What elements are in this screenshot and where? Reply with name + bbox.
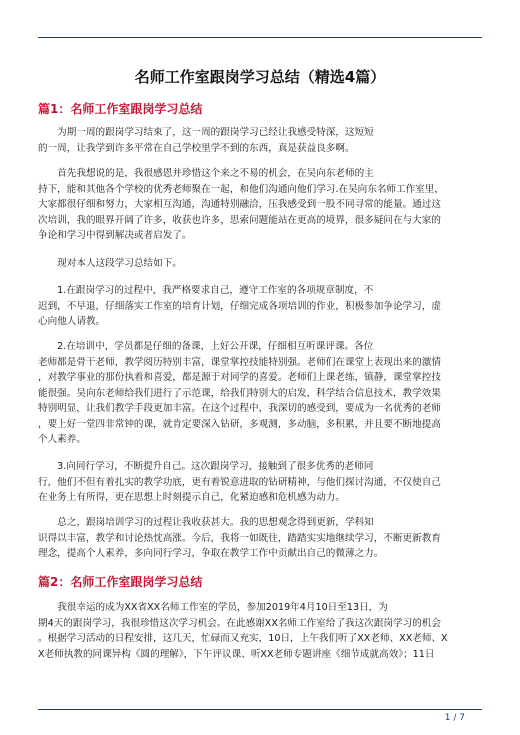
text-line: 次培训，我的眼界开阔了许多，收获也许多，思索问题能站在更高的境界，很多疑问在与大家的 [38,214,441,226]
footer-rule [38,709,482,710]
text-line: 迟到，不早退，仔细落实工作室的培育计划，仔细完成各项培训的作业，积极参加争论学习，虚 [38,300,441,312]
text-line: ，对教学事业的那份执着和喜爱，都是源于对同学的喜爱。老师们上课老练，镇静，课堂掌控技 [38,372,441,383]
text-line: 现对本人这段学习总结如下。 [38,258,182,269]
text-line: 。根据学习活动的日程安排，这几天，忙碌而又充实，10日，上午我们听了XX老师、XX老师、X [38,633,448,644]
text-line: X老师执教的同课异构《圆的理解》，下午评议课、听XX老师专题讲座《细节成就高效》；11日 [38,648,435,660]
text-line: ，要上好一堂四非常钟的课，就肯定要深入钻研，多观测，多动脑，多积累，并且要不断地提高 [38,418,441,430]
text-line: 心向他人请教。 [38,316,106,327]
text-line: 2.在培训中，学员都是仔细的备课，上好公开课，仔细相互听课评课。各位 [38,341,374,352]
text-line: 识得以丰富，教学和讨论热忱高涨。今后，我将一如既往，踏踏实实地继续学习，不断更新教育 [38,532,441,544]
text-line: 大家都很仔细和努力，大家相互沟通，沟通特别融洽，压我感受到一股不同寻常的能量。通过这 [38,199,441,210]
text-line: 争论和学习中得到解决或者启发了。 [38,230,192,241]
page-number: 1 / 7 [444,713,465,723]
paragraph [38,515,483,562]
paragraph [38,339,483,448]
text-line: 1.在跟岗学习的过程中，我严格要求自己，遵守工作室的各项规章制度，不 [38,285,374,296]
text-line: 为期一周的跟岗学习结束了，这一周的跟岗学习已经让我感受特深，这短短 [38,127,374,138]
text-line: 首先我想说的是，我很感恩并珍惜这个来之不易的机会，在吴向东老师的主 [38,168,374,179]
text-line: 总之，跟岗培训学习的过程让我收获甚大。我的思想观念得到更新，学科知 [38,517,374,528]
text-line: 行，他们不但有着扎实的教学功底，更有着锐意进取的钻研精神，与他们探讨沟通，不仅使自己 [38,476,441,488]
paragraph [38,125,483,156]
document-title: 名师工作室跟岗学习总结（精选4篇） [134,68,386,86]
text-line: 理念，提高个人素养，多向同行学习，争取在教学工作中贡献出自己的微薄之力。 [38,548,384,559]
text-line: 个人素养。 [38,434,86,445]
paragraph [38,256,483,272]
paragraph [38,600,483,662]
text-line: 3.向同行学习，不断提升自己。这次跟岗学习，接触到了很多优秀的老师同 [38,461,374,472]
paragraph [38,459,483,506]
text-line: 期4天的跟岗学习，我很珍惜这次学习机会。在此感谢XX名师工作室给了我这次跟岗学习的机会 [38,617,441,629]
text-line: 老师都是骨干老师，教学阅历特别丰富，课堂掌控技能特别强。老师们在课堂上表现出来的激情 [38,356,441,368]
section-2-heading: 篇2：名师工作室跟岗学习总结 [38,575,203,589]
header-rule [38,37,482,38]
paragraph [38,166,483,244]
text-line: 在业务上有所得，更在思想上时刻提示自己，化紧迫感和危机感为动力。 [38,492,345,503]
text-line: 持下，能和其他各个学校的优秀老师聚在一起，和他们沟通向他们学习.在吴向东名师工作室里， [38,183,444,195]
text-line: 能很强。吴向东老师给我们进行了示范课，给我们特别大的启发，科学结合信息技术，教学效果 [38,387,441,399]
text-line: 的一周，让我学到许多平常在自己学校里学不到的东西，真是获益良多啊。 [38,142,355,154]
paragraph [38,283,483,330]
section-1-heading: 篇1：名师工作室跟岗学习总结 [38,102,203,116]
text-line: 我很幸运的成为XX省XX名师工作室的学员，参加2019年4月10日至13日，为 [38,602,388,613]
text-line: 特别明显，让我们教学手段更加丰富。在这个过程中，我深切的感受到，要成为一名优秀的老师 [38,403,441,414]
